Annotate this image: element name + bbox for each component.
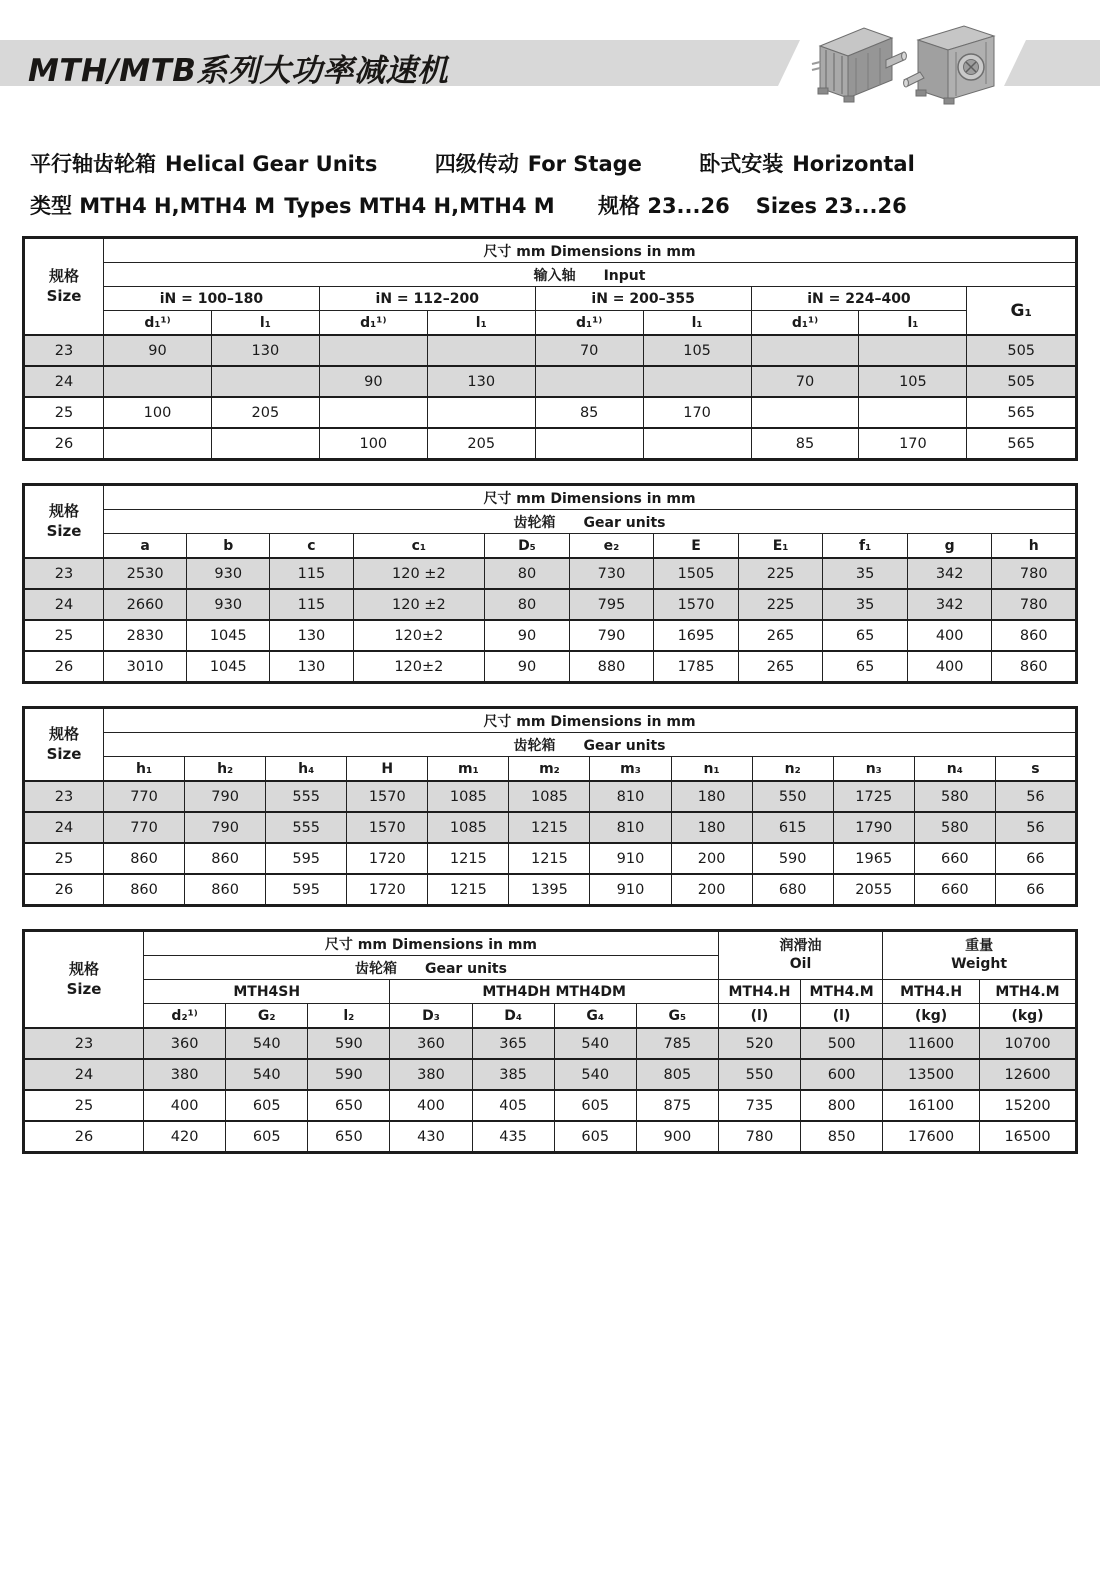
- intro-pair: [598, 190, 907, 220]
- intro-zh: 平行轴齿轮箱: [30, 152, 156, 176]
- table-cell: 90: [104, 335, 212, 366]
- intro-line-1: [30, 148, 915, 178]
- table-cell: 385: [472, 1059, 554, 1090]
- table-cell: [427, 335, 535, 366]
- col-header: g: [907, 534, 992, 559]
- table-cell: 1085: [428, 812, 509, 843]
- table-cell: 780: [992, 589, 1077, 620]
- gear-unit-photo-1: [812, 28, 906, 102]
- table-cell: 590: [752, 843, 833, 874]
- table-cell: 1790: [833, 812, 914, 843]
- table-cell: 65: [823, 651, 908, 683]
- dimensions-header: 尺寸 mm Dimensions in mm: [104, 708, 1077, 733]
- table-cell: 70: [751, 366, 859, 397]
- table-cell: 360: [390, 1028, 472, 1059]
- unit-header-liters: (l): [801, 1004, 883, 1029]
- table-cell: 650: [308, 1090, 390, 1121]
- table-cell: [319, 335, 427, 366]
- table-cell: 130: [211, 335, 319, 366]
- col-header: n₄: [914, 757, 995, 782]
- dimensions-header: 尺寸 mm Dimensions in mm: [144, 931, 719, 956]
- intro-zh: 类型 MTH4 H,MTH4 M: [30, 194, 276, 218]
- table-cell: 65: [823, 620, 908, 651]
- table-cell: 180: [671, 812, 752, 843]
- table-cell: 580: [914, 781, 995, 812]
- table-cell: 365: [472, 1028, 554, 1059]
- table-cell: 2660: [104, 589, 187, 620]
- table-cell: 590: [308, 1028, 390, 1059]
- table-cell: 17600: [883, 1121, 980, 1153]
- table-cell: 595: [266, 843, 347, 874]
- table-cell: 1085: [509, 781, 590, 812]
- table-cell: 80: [485, 589, 570, 620]
- row-size-label: 23: [24, 781, 104, 812]
- weight-header: 重量 Weight: [883, 931, 1077, 980]
- col-header: m₁: [428, 757, 509, 782]
- table-cell: 810: [590, 812, 671, 843]
- table-cell: 1215: [509, 812, 590, 843]
- table-cell: 1570: [347, 781, 428, 812]
- table-cell: 225: [738, 589, 823, 620]
- table-cell: 85: [535, 397, 643, 428]
- table-cell: 400: [907, 651, 992, 683]
- table-cell: 850: [801, 1121, 883, 1153]
- col-header: D₄: [472, 1004, 554, 1029]
- oil-model-header: MTH4.M: [801, 980, 883, 1004]
- table-row: [24, 428, 1077, 460]
- table-cell: 80: [485, 558, 570, 589]
- table-cell: 1725: [833, 781, 914, 812]
- table-gearunit-dims-1: [22, 483, 1078, 684]
- table-cell: 1570: [654, 589, 739, 620]
- table-cell: 90: [485, 651, 570, 683]
- g1-column-header: G₁: [967, 287, 1077, 336]
- row-size-label: 26: [24, 1121, 144, 1153]
- table-cell: 2530: [104, 558, 187, 589]
- gear-units-header: 齿轮箱 Gear units: [104, 510, 1077, 534]
- table-cell: 205: [211, 397, 319, 428]
- page-title: MTH/MTB系列大功率减速机: [28, 53, 449, 89]
- table-row: [24, 620, 1077, 651]
- table-row: [24, 651, 1077, 683]
- table-cell: 500: [801, 1028, 883, 1059]
- table-cell: 520: [718, 1028, 800, 1059]
- table-cell: [535, 428, 643, 460]
- intro-line-2: [30, 190, 907, 220]
- table-cell: 35: [823, 589, 908, 620]
- table-cell: 595: [266, 874, 347, 906]
- table-row: [24, 812, 1077, 843]
- table-cell: 105: [859, 366, 967, 397]
- table-cell: 2830: [104, 620, 187, 651]
- table-cell: [211, 366, 319, 397]
- row-size-label: 25: [24, 1090, 144, 1121]
- table-cell: 35: [823, 558, 908, 589]
- table-cell: 505: [967, 366, 1077, 397]
- table-row: [24, 781, 1077, 812]
- intro-en: For Stage: [527, 152, 642, 176]
- col-header: H: [347, 757, 428, 782]
- col-header: G₂: [226, 1004, 308, 1029]
- intro-pair: [435, 148, 642, 178]
- col-header: n₃: [833, 757, 914, 782]
- intro-pair: [699, 148, 915, 178]
- row-size-label: 25: [24, 843, 104, 874]
- table-cell: 130: [270, 651, 353, 683]
- ratio-range-header: iN = 100–180: [104, 287, 320, 311]
- table-cell: 540: [554, 1028, 636, 1059]
- table-cell: 790: [185, 781, 266, 812]
- table-cell: 565: [967, 397, 1077, 428]
- table-cell: 90: [319, 366, 427, 397]
- table-cell: 605: [226, 1090, 308, 1121]
- table-cell: 790: [569, 620, 654, 651]
- col-header: m₂: [509, 757, 590, 782]
- tables-section: [22, 236, 1078, 1154]
- col-header: e₂: [569, 534, 654, 559]
- table-cell: 910: [590, 874, 671, 906]
- table-cell: 115: [270, 589, 353, 620]
- table-cell: 615: [752, 812, 833, 843]
- col-header-d1: d₁¹⁾: [751, 311, 859, 336]
- table-cell: 550: [718, 1059, 800, 1090]
- table-row: [24, 397, 1077, 428]
- table-cell: 100: [104, 397, 212, 428]
- table-cell: 405: [472, 1090, 554, 1121]
- table-cell: 225: [738, 558, 823, 589]
- row-size-label: 25: [24, 620, 104, 651]
- table-cell: 590: [308, 1059, 390, 1090]
- row-size-label: 26: [24, 874, 104, 906]
- table-gearunit-dims-2: [22, 706, 1078, 907]
- row-size-label: 25: [24, 397, 104, 428]
- table-cell: [319, 397, 427, 428]
- ratio-range-header: iN = 200–355: [535, 287, 751, 311]
- table-cell: 605: [554, 1090, 636, 1121]
- table-cell: 605: [554, 1121, 636, 1153]
- col-header: E₁: [738, 534, 823, 559]
- ratio-range-header: iN = 112–200: [319, 287, 535, 311]
- model-header-mth4sh: MTH4SH: [144, 980, 390, 1004]
- table-cell: 15200: [980, 1090, 1077, 1121]
- table-cell: 650: [308, 1121, 390, 1153]
- table-cell: 795: [569, 589, 654, 620]
- table-row: [24, 366, 1077, 397]
- row-size-label: 24: [24, 589, 104, 620]
- col-header: f₁: [823, 534, 908, 559]
- dimensions-header: 尺寸 mm Dimensions in mm: [104, 238, 1077, 263]
- table-cell: 420: [144, 1121, 226, 1153]
- table-cell: 540: [554, 1059, 636, 1090]
- table-cell: 860: [104, 874, 185, 906]
- col-header: s: [995, 757, 1076, 782]
- col-header: h: [992, 534, 1077, 559]
- col-header: b: [187, 534, 270, 559]
- table-cell: 660: [914, 843, 995, 874]
- table-cell: 130: [427, 366, 535, 397]
- table-cell: 860: [185, 874, 266, 906]
- col-header: n₁: [671, 757, 752, 782]
- table-cell: 660: [914, 874, 995, 906]
- col-header: n₂: [752, 757, 833, 782]
- table-cell: 100: [319, 428, 427, 460]
- table-cell: 1215: [428, 843, 509, 874]
- table-cell: 170: [643, 397, 751, 428]
- table-cell: 200: [671, 843, 752, 874]
- col-header: G₄: [554, 1004, 636, 1029]
- table-cell: 200: [671, 874, 752, 906]
- col-header: G₅: [636, 1004, 718, 1029]
- table-cell: 1215: [509, 843, 590, 874]
- gear-unit-photos: [806, 18, 1010, 116]
- table-cell: 910: [590, 843, 671, 874]
- table-cell: 170: [859, 428, 967, 460]
- size-column-header: 规格 Size: [24, 708, 104, 782]
- row-size-label: 23: [24, 335, 104, 366]
- table-cell: 90: [485, 620, 570, 651]
- table-cell: 1215: [428, 874, 509, 906]
- table-cell: [535, 366, 643, 397]
- table-cell: 540: [226, 1059, 308, 1090]
- table-models-oil-weight: [22, 929, 1078, 1154]
- table-cell: 860: [104, 843, 185, 874]
- table-cell: [104, 366, 212, 397]
- table-cell: 430: [390, 1121, 472, 1153]
- dimensions-header: 尺寸 mm Dimensions in mm: [104, 485, 1077, 510]
- intro-zh: 规格 23...26: [598, 194, 730, 218]
- table-cell: 360: [144, 1028, 226, 1059]
- table-cell: 860: [185, 843, 266, 874]
- col-header-d1: d₁¹⁾: [319, 311, 427, 336]
- row-size-label: 24: [24, 1059, 144, 1090]
- table-cell: 810: [590, 781, 671, 812]
- ratio-range-header: iN = 224–400: [751, 287, 967, 311]
- table-cell: [751, 397, 859, 428]
- table-cell: 56: [995, 781, 1076, 812]
- col-header: d₂¹⁾: [144, 1004, 226, 1029]
- table-cell: 790: [185, 812, 266, 843]
- table-cell: 342: [907, 589, 992, 620]
- table-cell: 900: [636, 1121, 718, 1153]
- intro-en: Sizes 23...26: [755, 194, 907, 218]
- col-header-l1: l₁: [211, 311, 319, 336]
- table-cell: 120±2: [353, 620, 485, 651]
- table-cell: 16500: [980, 1121, 1077, 1153]
- table-cell: 435: [472, 1121, 554, 1153]
- intro-en: Horizontal: [792, 152, 915, 176]
- table-cell: 680: [752, 874, 833, 906]
- table-cell: 580: [914, 812, 995, 843]
- table-cell: 85: [751, 428, 859, 460]
- table-cell: 205: [427, 428, 535, 460]
- table-cell: 120 ±2: [353, 558, 485, 589]
- table-cell: 16100: [883, 1090, 980, 1121]
- col-header: h₄: [266, 757, 347, 782]
- table-cell: 380: [144, 1059, 226, 1090]
- table-cell: 400: [390, 1090, 472, 1121]
- table-cell: 930: [187, 558, 270, 589]
- col-header: D₃: [390, 1004, 472, 1029]
- row-size-label: 23: [24, 1028, 144, 1059]
- table-cell: 600: [801, 1059, 883, 1090]
- table-cell: 1045: [187, 620, 270, 651]
- table-cell: [643, 428, 751, 460]
- intro-pair: [30, 148, 377, 178]
- table-cell: 56: [995, 812, 1076, 843]
- table-cell: 555: [266, 781, 347, 812]
- size-column-header: 规格 Size: [24, 931, 144, 1029]
- table-row: [24, 1028, 1077, 1059]
- table-row: [24, 1121, 1077, 1153]
- table-input-shaft: [22, 236, 1078, 461]
- row-size-label: 23: [24, 558, 104, 589]
- table-cell: 180: [671, 781, 752, 812]
- table-cell: 550: [752, 781, 833, 812]
- table-cell: 780: [718, 1121, 800, 1153]
- unit-header-kg: (kg): [980, 1004, 1077, 1029]
- col-header: l₂: [308, 1004, 390, 1029]
- table-cell: 930: [187, 589, 270, 620]
- table-cell: [751, 335, 859, 366]
- table-cell: 265: [738, 651, 823, 683]
- table-cell: 805: [636, 1059, 718, 1090]
- weight-model-header: MTH4.M: [980, 980, 1077, 1004]
- table-cell: 1720: [347, 874, 428, 906]
- table-cell: [104, 428, 212, 460]
- table-cell: 115: [270, 558, 353, 589]
- table-row: [24, 843, 1077, 874]
- table-row: [24, 874, 1077, 906]
- table-cell: 265: [738, 620, 823, 651]
- table-cell: 10700: [980, 1028, 1077, 1059]
- intro-en: Helical Gear Units: [165, 152, 378, 176]
- row-size-label: 26: [24, 428, 104, 460]
- table-row: [24, 1090, 1077, 1121]
- table-cell: 11600: [883, 1028, 980, 1059]
- table-cell: 770: [104, 812, 185, 843]
- band-right-shape: [1004, 40, 1100, 86]
- col-header: a: [104, 534, 187, 559]
- intro-zh: 卧式安装: [699, 152, 784, 176]
- table-cell: 66: [995, 874, 1076, 906]
- table-cell: 605: [226, 1121, 308, 1153]
- table-cell: 770: [104, 781, 185, 812]
- size-column-header: 规格 Size: [24, 238, 104, 336]
- table-cell: 120 ±2: [353, 589, 485, 620]
- table-cell: 735: [718, 1090, 800, 1121]
- col-header: m₃: [590, 757, 671, 782]
- model-header-mth4dh-dm: MTH4DH MTH4DM: [390, 980, 719, 1004]
- col-header-d1: d₁¹⁾: [535, 311, 643, 336]
- table-cell: 1085: [428, 781, 509, 812]
- table-cell: 505: [967, 335, 1077, 366]
- gear-unit-photo-2: [904, 26, 994, 104]
- table-cell: 66: [995, 843, 1076, 874]
- col-header-l1: l₁: [427, 311, 535, 336]
- table-row: [24, 589, 1077, 620]
- table-row: [24, 558, 1077, 589]
- weight-model-header: MTH4.H: [883, 980, 980, 1004]
- table-cell: 380: [390, 1059, 472, 1090]
- row-size-label: 24: [24, 366, 104, 397]
- table-cell: 540: [226, 1028, 308, 1059]
- col-header: c: [270, 534, 353, 559]
- table-cell: 780: [992, 558, 1077, 589]
- table-cell: 730: [569, 558, 654, 589]
- table-cell: 13500: [883, 1059, 980, 1090]
- intro-zh: 四级传动: [434, 152, 519, 176]
- table-cell: 1695: [654, 620, 739, 651]
- unit-header-liters: (l): [718, 1004, 800, 1029]
- col-header: h₂: [185, 757, 266, 782]
- table-cell: 400: [907, 620, 992, 651]
- oil-header: 润滑油 Oil: [718, 931, 882, 980]
- table-row: [24, 335, 1077, 366]
- table-cell: [859, 335, 967, 366]
- col-header: E: [654, 534, 739, 559]
- table-cell: 2055: [833, 874, 914, 906]
- table-cell: 12600: [980, 1059, 1077, 1090]
- table-cell: 1785: [654, 651, 739, 683]
- table-cell: 1045: [187, 651, 270, 683]
- col-header-d1: d₁¹⁾: [104, 311, 212, 336]
- table-cell: [643, 366, 751, 397]
- table-cell: 130: [270, 620, 353, 651]
- input-shaft-header: 输入轴 Input: [104, 263, 1077, 287]
- intro-pair: [30, 190, 555, 220]
- row-size-label: 24: [24, 812, 104, 843]
- table-cell: [859, 397, 967, 428]
- table-cell: [211, 428, 319, 460]
- col-header: h₁: [104, 757, 185, 782]
- table-cell: 800: [801, 1090, 883, 1121]
- gear-units-header: 齿轮箱 Gear units: [144, 956, 719, 980]
- table-cell: 875: [636, 1090, 718, 1121]
- table-cell: 555: [266, 812, 347, 843]
- table-cell: 565: [967, 428, 1077, 460]
- col-header: c₁: [353, 534, 485, 559]
- col-header: D₅: [485, 534, 570, 559]
- table-cell: 860: [992, 620, 1077, 651]
- table-cell: 1395: [509, 874, 590, 906]
- gear-units-header: 齿轮箱 Gear units: [104, 733, 1077, 757]
- col-header-l1: l₁: [859, 311, 967, 336]
- table-cell: 880: [569, 651, 654, 683]
- col-header-l1: l₁: [643, 311, 751, 336]
- table-cell: 1570: [347, 812, 428, 843]
- table-cell: 342: [907, 558, 992, 589]
- row-size-label: 26: [24, 651, 104, 683]
- table-cell: 1720: [347, 843, 428, 874]
- table-cell: 1505: [654, 558, 739, 589]
- table-cell: 860: [992, 651, 1077, 683]
- table-cell: 70: [535, 335, 643, 366]
- table-cell: 120±2: [353, 651, 485, 683]
- table-cell: 3010: [104, 651, 187, 683]
- intro-en: Types MTH4 H,MTH4 M: [284, 194, 555, 218]
- oil-model-header: MTH4.H: [718, 980, 800, 1004]
- size-column-header: 规格 Size: [24, 485, 104, 559]
- table-cell: 105: [643, 335, 751, 366]
- table-row: [24, 1059, 1077, 1090]
- table-cell: [427, 397, 535, 428]
- table-cell: 1965: [833, 843, 914, 874]
- table-cell: 785: [636, 1028, 718, 1059]
- table-cell: 400: [144, 1090, 226, 1121]
- unit-header-kg: (kg): [883, 1004, 980, 1029]
